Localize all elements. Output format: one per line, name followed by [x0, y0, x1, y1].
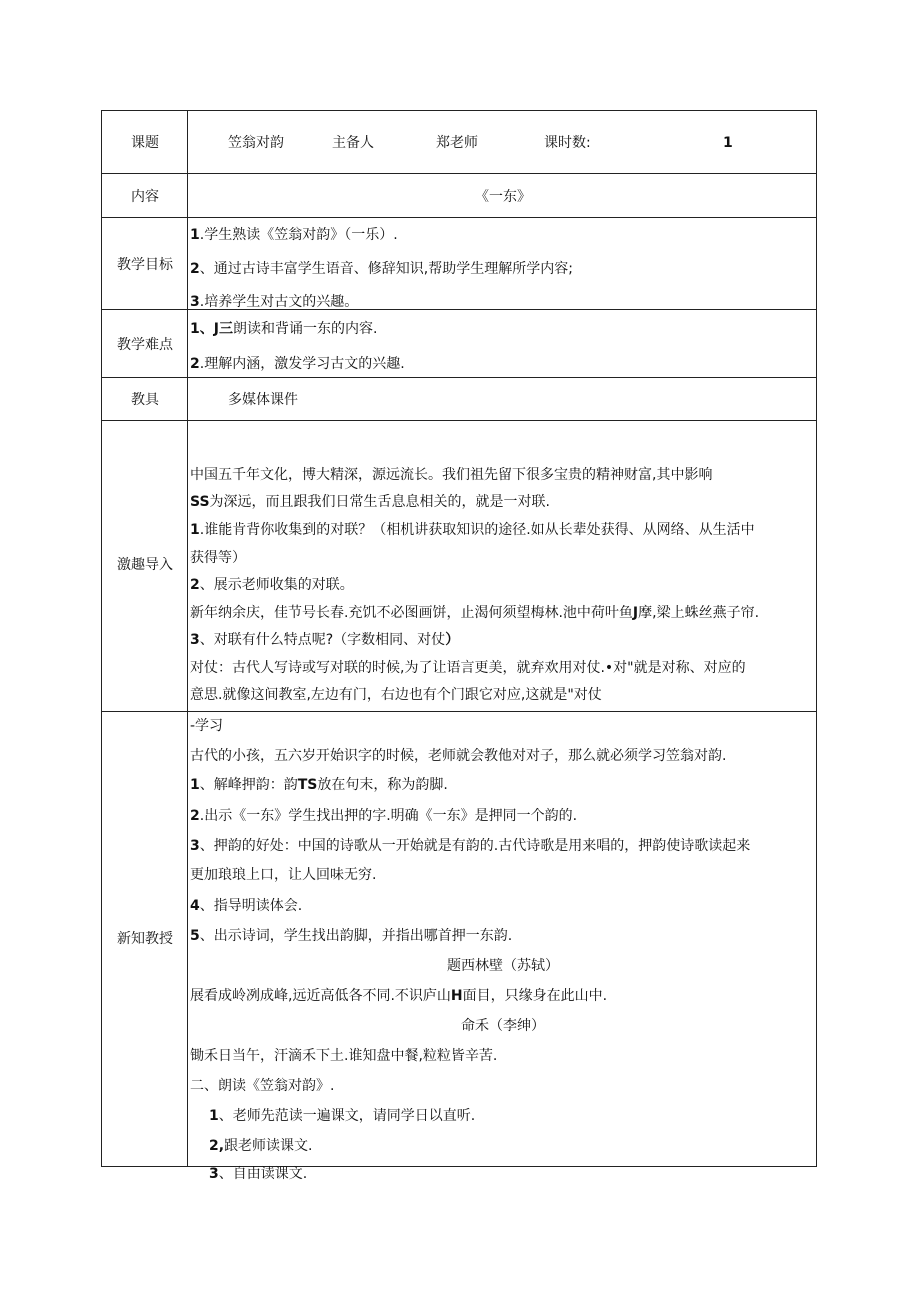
reading-step: 1、老师先范读一遍课文，请同学日以直听. — [209, 1108, 476, 1124]
goal-item: 3.培养学生对古文的兴趣。 — [190, 294, 359, 310]
difficulty-item: 1、J三朗读和背诵一东的内容. — [190, 321, 378, 337]
newlesson-line: 古代的小孩，五六岁开始识字的时候，老师就会教他对对子，那么就必须学习笠翁对韵. — [190, 748, 727, 764]
row-divider — [102, 173, 816, 174]
poem-title: 题西林壁（苏轼） — [447, 958, 559, 974]
intro-question: 3、对联有什么特点呢?（字数相同、对仗） — [190, 632, 460, 648]
newlesson-label: 新知教授 — [117, 931, 173, 947]
poem-text: 锄禾日当午，汗滴禾下土.谁知盘中餐,粒粒皆辛苦. — [190, 1048, 498, 1064]
hours-label: 课时数: — [544, 135, 591, 151]
preparer-value: 郑老师 — [436, 135, 478, 151]
intro-line: SS为深远，而且跟我们日常生舌息息相关的，就是一对联. — [190, 494, 550, 510]
poem-title: 命禾（李绅） — [461, 1018, 545, 1034]
intro-question: 1.谁能肯背你收集到的对联？（相机讲获取知识的途径.如从长辈处获得、从网络、从生活中 — [190, 522, 755, 538]
difficulty-label: 教学难点 — [117, 337, 173, 353]
content-value: 《一东》 — [475, 189, 531, 205]
newlesson-step: 1、解峰押韵：韵TS放在句末，称为韵脚. — [190, 777, 448, 793]
goal-item: 1.学生熟读《笠翁对韵》（一乐）. — [190, 227, 398, 243]
newlesson-heading: -学习 — [190, 718, 224, 734]
row-divider — [102, 217, 816, 218]
hours-value: 1 — [723, 135, 733, 151]
poem-text: 展看成岭冽成峰,远近高低各不同.不识庐山H面目，只缘身在此山中. — [190, 988, 608, 1004]
intro-line: 意思.就像这间教室,左边有门，右边也有个门跟它对应,这就是"对仗 — [190, 687, 602, 703]
intro-label: 激趣导入 — [117, 557, 173, 573]
content-label: 内容 — [131, 189, 159, 205]
newlesson-step: 3、押韵的好处：中国的诗歌从一开始就是有韵的.古代诗歌是用来唱的，押韵使诗歌读起来 — [190, 838, 751, 854]
intro-line: 获得等） — [190, 550, 246, 566]
newlesson-content — [102, 712, 816, 1182]
newlesson-line: 更加琅琅上口，让人回味无穷. — [190, 867, 377, 883]
lesson-plan-table — [101, 110, 817, 1182]
reading-step: 2,跟老师读课文. — [209, 1138, 313, 1154]
intro-couplet: 新年纳余庆，佳节号长春.充饥不必图画饼，止渴何须望梅林.池中荷叶鱼J摩,梁上蛛丝燕子帘. — [190, 605, 760, 621]
tools-value: 多媒体课件 — [228, 392, 298, 408]
row-divider — [102, 377, 816, 378]
row-divider — [102, 420, 816, 421]
difficulty-item: 2.理解内涵，激发学习古文的兴趣. — [190, 356, 405, 372]
reading-step: 3、自由读课文. — [209, 1166, 308, 1182]
newlesson-step: 4、指导明读体会. — [190, 898, 303, 914]
newlesson-step: 5、出示诗词，学生找出韵脚，并指出哪首押一东韵. — [190, 928, 513, 944]
goals-label: 教学目标 — [117, 257, 173, 273]
tools-label: 教具 — [131, 392, 159, 408]
intro-line: 中国五千年文化，博大精深，源远流长。我们祖先留下很多宝贵的精神财富,其中影响 — [190, 467, 713, 483]
preparer-label: 主备人 — [332, 135, 374, 151]
goal-item: 2、通过古诗丰富学生语音、修辞知识,帮助学生理解所学内容; — [190, 261, 573, 277]
intro-line: 对仗：古代人写诗或写对联的时候,为了让语言更美，就弃欢用对仗.•对"就是对称、对应的 — [190, 660, 746, 676]
newlesson-section: 二、朗读《笠翁对韵》. — [190, 1078, 335, 1094]
topic-label: 课题 — [131, 135, 159, 151]
intro-question: 2、展示老师收集的对联。 — [190, 577, 354, 593]
newlesson-step: 2.出示《一东》学生找出押的字.明确《一东》是押同一个韵的. — [190, 808, 578, 824]
topic-value: 笠翁对韵 — [228, 135, 284, 151]
